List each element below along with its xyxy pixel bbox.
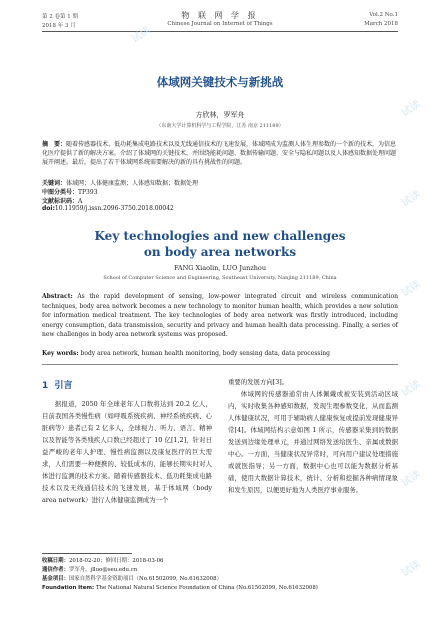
keywords-label-cn: 关键词： <box>42 180 67 187</box>
corr-label: 通信作者： <box>42 567 69 573</box>
keywords-text-cn: 体域网；人体健康监测；人体感知数据；数据处理 <box>66 180 199 187</box>
keywords-label-en: Key words: <box>42 350 79 357</box>
fund-en-label: Foundation Item: <box>42 585 95 591</box>
keywords-en <box>42 349 398 358</box>
watermark: 试读 <box>399 468 423 490</box>
affiliation-en: School of Computer Science and Engineering, Southeast University, Nanjing 211189, China <box>103 275 337 281</box>
section-number: 1 <box>42 381 49 391</box>
watermark: 试读 <box>399 98 423 120</box>
clc-number <box>42 187 98 196</box>
funding-cn <box>42 575 222 583</box>
fund-en-value: The National Natural Science Foundation of China (No.61502099, No.61632008) <box>95 585 318 591</box>
abstract-text-en: As the rapid development of sensing, low-power integrated circuit and wireless communication techniques, body area network becomes a new technology to monitor human health, which provides a new solution for information medical treatment. The key technologies of body area network was firstly introduced, including energy consumption, data transmission, security and privacy and human health data processing. Finally, a series of new challenges in body area network systems was proposed. <box>42 293 398 338</box>
watermark: 试读 <box>129 24 153 46</box>
received-label: 收稿日期： <box>42 558 69 564</box>
volume-cn: 第 2 卷第 1 期 <box>42 14 78 20</box>
title-en-line2: on body area networks <box>143 245 297 259</box>
abstract-label-cn: 摘 要： <box>42 141 67 148</box>
authors-en: FANG Xiaolin, LUO Junzhou <box>173 264 267 272</box>
volume-en: Vol.2 No.1 <box>369 12 398 18</box>
watermark: 试读 <box>399 558 423 580</box>
doi <box>42 205 174 212</box>
watermark: 试读 <box>399 378 423 400</box>
watermark: 试读 <box>399 188 423 210</box>
body-column-right <box>228 376 398 496</box>
abstract-label-en: Abstract: <box>42 293 73 300</box>
clc-value: TP393 <box>78 189 98 196</box>
paper-title-cn: 体域网关键技术与新挑战 <box>156 75 284 89</box>
corr-value: 罗军舟，jlluo@seu.edu.cn <box>68 567 138 573</box>
affiliation-cn: （东南大学计算机科学与工程学院，江苏 南京 211189） <box>156 123 284 129</box>
footnote-rule <box>42 553 132 554</box>
abstract-text-cn: 随着传感器技术、低功耗集成电路技术以及无线通信技术的飞速发展，体域网成为监测人体生理参数的一个新的技术，为信息化医疗提供了新的解决方案。介绍了体域网的关键技术，并围绕能耗问题、数据传输问题、安全与隐私问题以及人体感知数据处理问题展开阐述。最后，提出了若干体域网系统需要解决的新的具有挑战性的问题。 <box>42 141 397 166</box>
date-en: March 2018 <box>364 21 398 27</box>
journal-name-en: Chinese Journal on Internet of Things <box>167 21 273 27</box>
paragraph: 体域网的传感器通常由人体佩戴或被安装到活动区域内，实时收集各种感知数据，发现生理参数变化，从而监测人体健康状况，可用于辅助病人健康恢复或提前发现健康异常[4]。体域网结构示意如图 1 所示，传感器采集到的数据发送到边缘处理单元，并通过网络发送给医生、亲属或数据中心。一方面，当健康状况异常时，可向用户建议处理措施或就医指导；另一方面，数据中心也可以能为数据分析基础，使用大数据计算技术，统计、分析和挖掘各种病情现象和发生原因，以便更好地为人类医疗事业服务。 <box>228 390 398 494</box>
paper-title-en <box>0 228 440 260</box>
title-en-line1: Key technologies and new challenges <box>94 229 346 243</box>
received-value: 2018-02-20；修回日期：2018-03-06 <box>68 558 164 564</box>
doi-label: doi: <box>42 205 55 212</box>
body-column-left <box>42 398 212 506</box>
section-divider <box>42 364 398 365</box>
journal-name-cn: 物 联 网 学 报 <box>181 11 259 20</box>
doi-value: 10.11959/j.issn.2096-3750.2018.00042 <box>54 205 174 212</box>
fund-cn-label: 基金项目： <box>42 576 69 582</box>
watermark: 试读 <box>399 278 423 300</box>
section-title: 引言 <box>54 381 73 391</box>
date-cn: 2018 年 3 月 <box>42 23 76 29</box>
running-header <box>0 0 440 54</box>
section-heading <box>42 378 73 391</box>
keywords-cn <box>42 178 198 187</box>
abstract-cn <box>42 140 398 167</box>
doc-code-label: 文献标识码： <box>42 198 79 205</box>
doc-code-value: A <box>78 198 83 205</box>
corresponding-author <box>42 566 137 574</box>
keywords-text-en: body area network, human health monitoring, body sensing data, data processing <box>80 350 330 357</box>
abstract-en <box>42 292 398 340</box>
clc-label: 中图分类号： <box>42 189 79 196</box>
paragraph: 据报道，2050 年全球老年人口数将达到 20.2 亿人，目前我国各类慢性病（如呼吸系统疾病、神经系统疾病、心脏病等）患者已有 2 亿多人，全球视力、听力、语言、精神以及智能等各类残疾人口数已经超过了 10 亿[1,2]，针对日益严峻的老年人护理、慢性病监测以及康复医疗的巨大需求，人们需要一种便携的、较低成本的、能够长期实时对人体进行监测的技术方案。随着传感器技术、低功耗集成电路技术以及无线通信技术的飞速发展，基于体域网（body area network）进行人体健康监测成为一个 <box>42 400 212 504</box>
fund-cn-value: 国家自然科学基金资助项目（No.61502099, No.61632008） <box>68 576 222 582</box>
received-dates <box>42 557 163 565</box>
paragraph: 重要的发展方向[3]。 <box>228 378 289 386</box>
document-code <box>42 196 82 205</box>
authors-cn: 方欣林，罗军舟 <box>195 111 245 119</box>
funding-en <box>42 584 318 592</box>
header-rule <box>42 31 398 32</box>
